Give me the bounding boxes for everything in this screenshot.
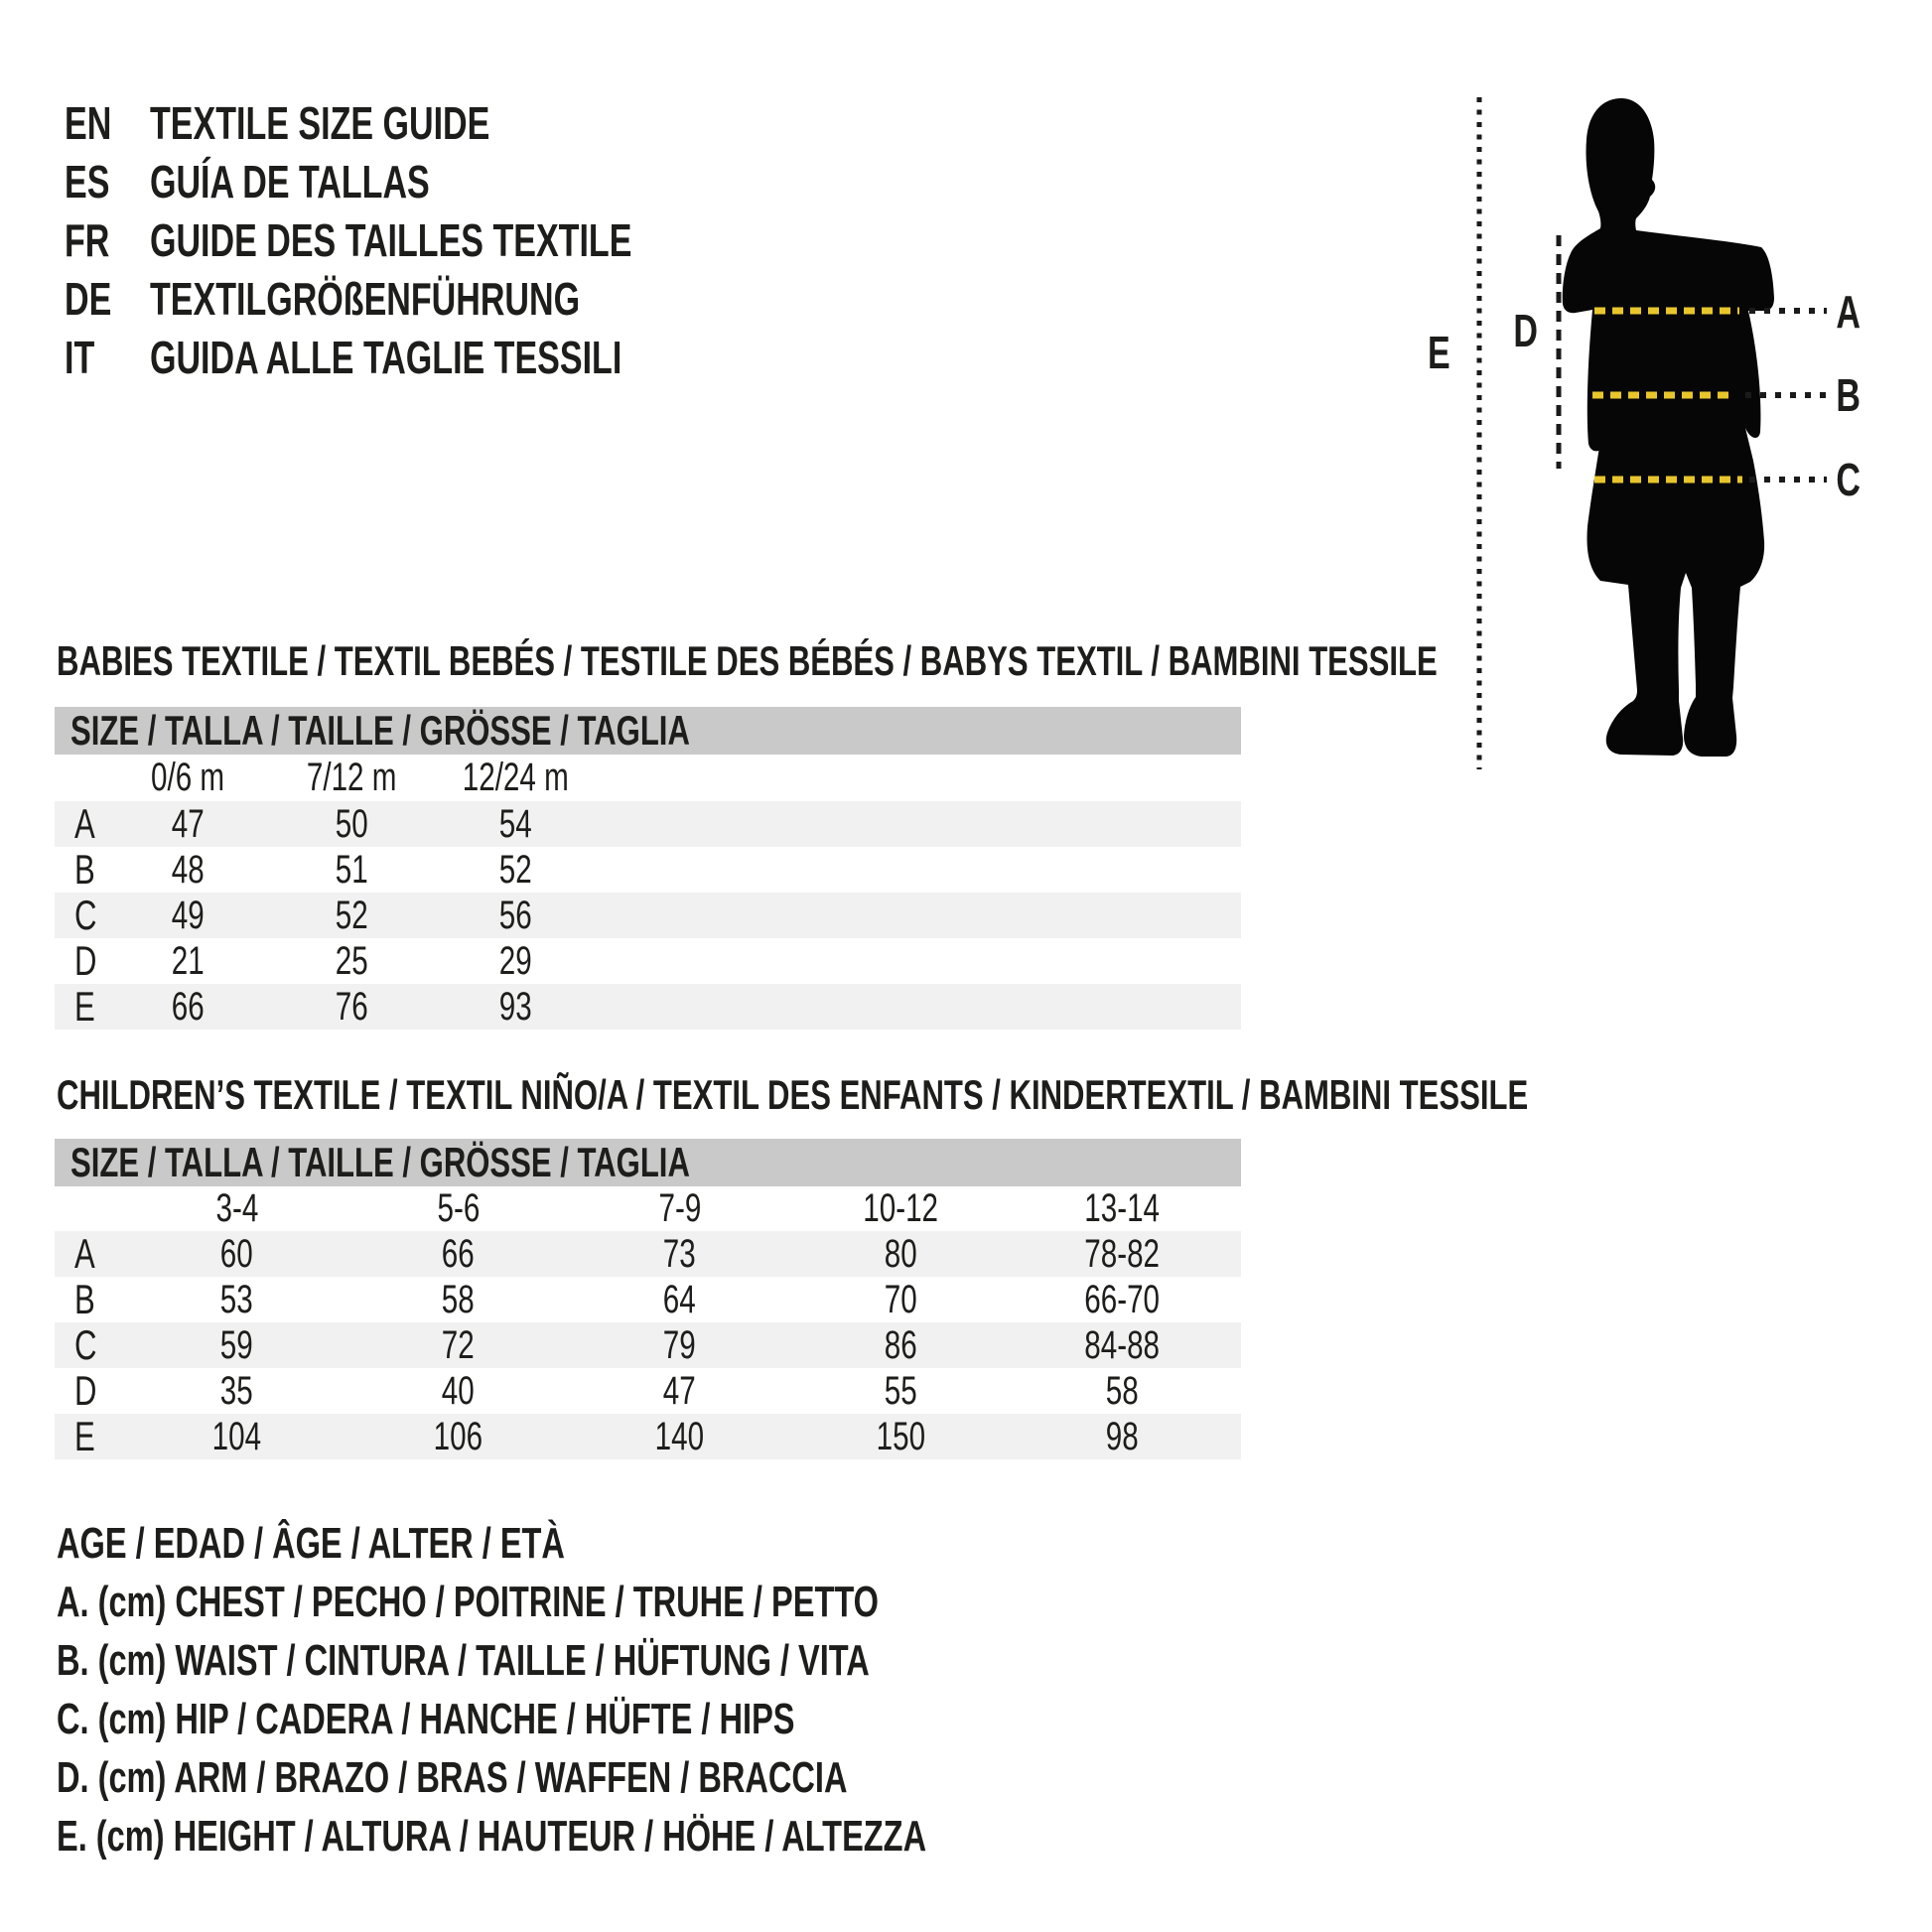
legend-line-height: E. (cm) HEIGHT / ALTURA / HAUTEUR / HÖHE / ALTEZZA [57, 1812, 927, 1861]
cell-value: 49 [172, 893, 205, 937]
cell-value: 79 [663, 1322, 696, 1367]
title-row-en [65, 94, 801, 153]
cell-value: 70 [885, 1277, 917, 1321]
babies-row-e: E 66 76 93 [55, 984, 1241, 1030]
figure-label-arm: D [1513, 305, 1539, 356]
lang-code: DE [65, 273, 112, 325]
cell-value: 106 [433, 1414, 483, 1458]
cell-value: 93 [499, 984, 532, 1029]
cell-value: 104 [211, 1414, 262, 1458]
figure-label-waist: B [1836, 369, 1862, 421]
babies-row-d: D 21 25 29 [74, 937, 532, 984]
guide-title: TEXTILE SIZE GUIDE [149, 97, 490, 149]
cell-value: 150 [876, 1414, 926, 1458]
title-row-de [65, 270, 801, 329]
guide-title: GUÍA DE TALLAS [149, 156, 430, 207]
lang-code: FR [65, 214, 110, 266]
babies-section-title: BABIES TEXTILE / TEXTIL BEBÉS / TESTILE DES BÉBÉS / BABYS TEXTIL / BAMBINI TESSILE [57, 637, 1438, 684]
babies-row-b: B 48 51 52 [74, 846, 532, 893]
children-row-b: B 53 58 64 70 66-70 [74, 1276, 1161, 1322]
cell-value: 52 [336, 893, 368, 937]
babies-row-c: C 49 52 56 [55, 893, 1241, 938]
cell-value: 72 [442, 1322, 475, 1367]
cell-value: 140 [654, 1414, 705, 1458]
legend-line-hip: C. (cm) HIP / CADERA / HANCHE / HÜFTE / HIPS [57, 1695, 795, 1743]
cell-value: 29 [499, 938, 532, 983]
cell-value: 25 [336, 938, 368, 983]
babies-col-header: 7/12 m [307, 756, 397, 799]
lang-code: EN [65, 97, 112, 149]
babies-size-header-bar: SIZE / TALLA / TAILLE / GRÖSSE / TAGLIA [55, 707, 1241, 755]
babies-column-header-row [55, 755, 1241, 801]
children-col-header: 3-4 [215, 1186, 258, 1230]
cell-value: 66 [442, 1231, 475, 1276]
children-row-a: A 60 66 73 80 78-82 [55, 1231, 1241, 1277]
children-col-header: 5-6 [437, 1186, 480, 1230]
babies-size-table [55, 707, 1241, 1030]
cell-value: 80 [885, 1231, 917, 1276]
cell-value: 66 [172, 984, 205, 1029]
children-column-header-row [55, 1186, 1241, 1231]
title-row-es [65, 153, 801, 211]
cell-value: 48 [172, 847, 205, 892]
cell-value: 60 [220, 1231, 253, 1276]
legend-line-chest: A. (cm) CHEST / PECHO / POITRINE / TRUHE / PETTO [57, 1578, 879, 1626]
children-col-header: 7-9 [658, 1186, 701, 1230]
children-section-title: CHILDREN’S TEXTILE / TEXTIL NIÑO/A / TEXTIL DES ENFANTS / KINDERTEXTIL / BAMBINI TESSILE [57, 1071, 1529, 1118]
children-row-d: D 35 40 47 55 58 [74, 1367, 1139, 1414]
babies-row-a: A 47 50 54 [55, 801, 1241, 847]
children-row-e: E 104 106 140 150 98 [55, 1414, 1241, 1459]
title-row-fr [65, 211, 801, 270]
cell-value: 86 [885, 1322, 917, 1367]
cell-value: 59 [220, 1322, 253, 1367]
cell-value: 98 [1106, 1414, 1139, 1458]
cell-value: 58 [442, 1277, 475, 1321]
children-col-header: 13-14 [1084, 1186, 1161, 1230]
cell-value: 55 [885, 1368, 917, 1413]
cell-value: 35 [220, 1368, 253, 1413]
language-title-block [65, 94, 801, 387]
figure-label-height: E [1427, 327, 1450, 378]
title-row-it [65, 329, 801, 387]
cell-value: 58 [1106, 1368, 1139, 1413]
babies-col-header: 0/6 m [151, 756, 225, 799]
cell-value: 52 [499, 847, 532, 892]
figure-label-chest: A [1836, 286, 1862, 338]
guide-title: GUIDE DES TAILLES TEXTILE [149, 214, 632, 266]
cell-value: 73 [663, 1231, 696, 1276]
lang-code: ES [65, 156, 110, 207]
cell-value: 51 [336, 847, 368, 892]
cell-value: 47 [172, 801, 205, 846]
child-silhouette-figure [1390, 79, 1932, 794]
cell-value: 78-82 [1084, 1231, 1161, 1276]
children-col-header: 10-12 [863, 1186, 939, 1230]
children-size-header-bar: SIZE / TALLA / TAILLE / GRÖSSE / TAGLIA [55, 1139, 1241, 1186]
children-size-table [55, 1139, 1241, 1459]
measurement-legend [57, 1514, 1232, 1865]
cell-value: 47 [663, 1368, 696, 1413]
cell-value: 66-70 [1084, 1277, 1161, 1321]
legend-line-age: AGE / EDAD / ÂGE / ALTER / ETÀ [57, 1519, 565, 1568]
cell-value: 64 [663, 1277, 696, 1321]
cell-value: 84-88 [1084, 1322, 1161, 1367]
guide-title: GUIDA ALLE TAGLIE TESSILI [149, 332, 622, 383]
cell-value: 54 [499, 801, 532, 846]
babies-col-header: 12/24 m [463, 756, 569, 799]
figure-label-hip: C [1836, 454, 1862, 505]
cell-value: 56 [499, 893, 532, 937]
cell-value: 50 [336, 801, 368, 846]
cell-value: 76 [336, 984, 368, 1029]
children-row-c: C 59 72 79 86 84-88 [55, 1322, 1241, 1368]
cell-value: 53 [220, 1277, 253, 1321]
lang-code: IT [65, 332, 95, 383]
legend-line-waist: B. (cm) WAIST / CINTURA / TAILLE / HÜFTUNG / VITA [57, 1636, 870, 1685]
cell-value: 21 [172, 938, 205, 983]
guide-title: TEXTILGRÖßENFÜHRUNG [149, 273, 580, 325]
cell-value: 40 [442, 1368, 475, 1413]
legend-line-arm: D. (cm) ARM / BRAZO / BRAS / WAFFEN / BRACCIA [57, 1753, 848, 1802]
